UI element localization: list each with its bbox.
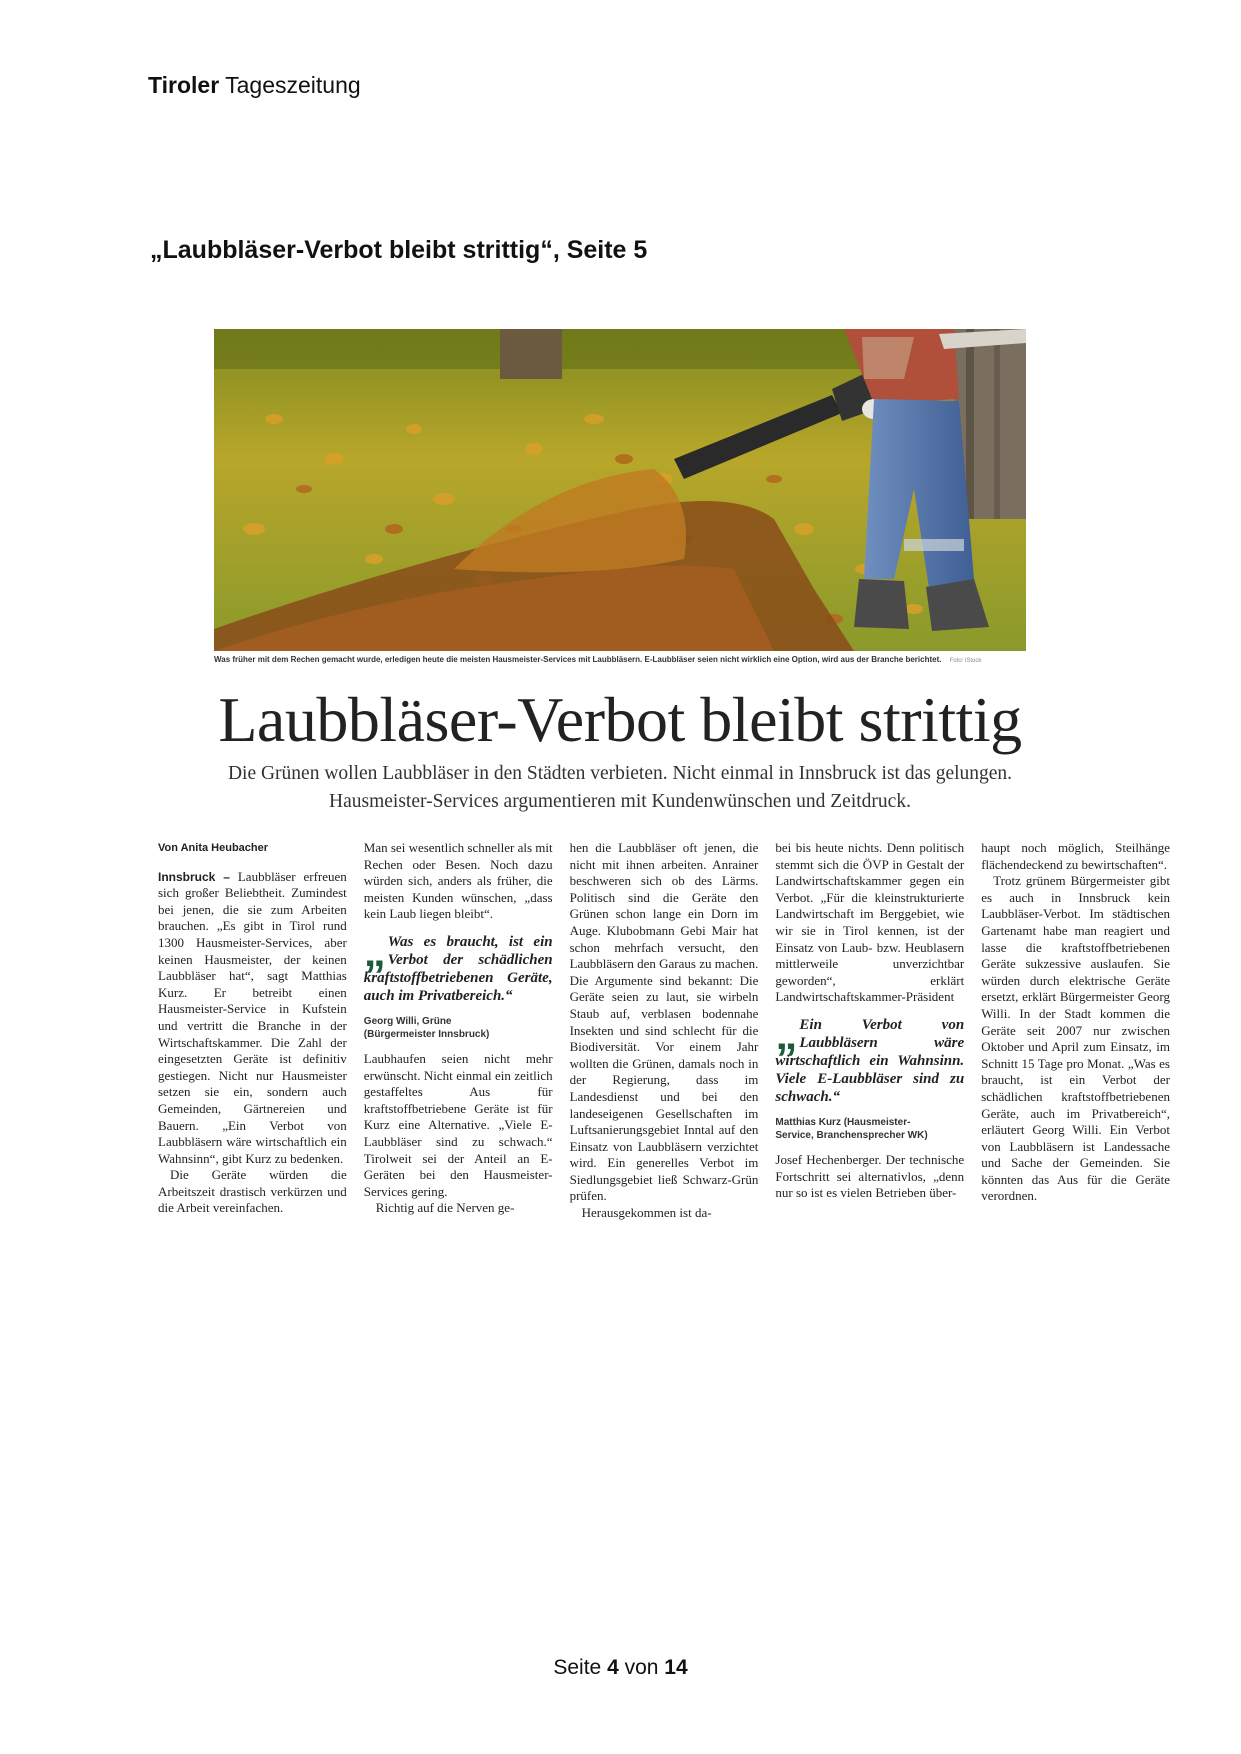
pull-quote-source-role: (Bürgermeister Innsbruck) [363, 1028, 490, 1040]
publication-name-bold: Tiroler [148, 72, 220, 98]
publication-name-regular: Tageszeitung [225, 72, 361, 98]
article-column-2 [364, 840, 553, 1280]
article-photo [214, 329, 1026, 651]
article-column-1 [158, 840, 347, 1280]
paragraph: Die Geräte würden die Arbeitszeit drastisch verkürzen und die Arbeit vereinfachen. [158, 1167, 347, 1216]
paragraph: Man sei wesentlich schneller als mit Rechen oder Besen. Noch dazu würden sich, anders als früher, die meisten Kunden wünschen, „dass kein Laub liegen bleibt“. [363, 840, 553, 922]
paragraph: Herausgekommen ist da- [581, 1205, 712, 1221]
paragraph: bei bis heute nichts. Denn politisch stemmt sich die ÖVP in Gestalt der Landwirtschaftskammer gegen ein Verbot. „Für die kleinstrukturierte Landwirtschaft im Berggebiet, wie wir sie in Tirol kennen, ist der Einsatz von Laub- bzw. Heublasern mittlerweile unverzichtbar geworden“, erklärt Landwirtschaftskammer-Präsident [775, 840, 965, 1005]
article-headline: Laubbläser-Verbot bleibt strittig [218, 684, 1022, 755]
article-column-5 [981, 840, 1170, 1280]
total-page-count: 14 [664, 1656, 688, 1679]
quote-mark-icon: „ [775, 1009, 794, 1059]
pull-quote-source-name: Georg Willi, Grüne [363, 1015, 452, 1027]
footer-prefix: Seite [553, 1656, 602, 1679]
pull-quote-text: Ein Verbot von Laubbläsern wäre wirtschaftlich ein Wahnsinn. Viele E-Laubbläser sind zu schwach.“ [775, 1016, 965, 1105]
page-footer [0, 1656, 1241, 1680]
article-column-4 [775, 840, 964, 1280]
byline: Von Anita Heubacher [158, 842, 269, 854]
footer-middle: von [624, 1656, 659, 1679]
photo-caption [214, 655, 1026, 664]
paragraph-text: Laubbläser erfreuen sich großer Beliebtheit. Zumindest bei jenen, die sie zum Arbeiten brauchen. „Es gibt in Tirol rund 1300 Hausmeister-Services, aber keinen Hausmeister, der keinen Laubbläser hat“, sagt Matthias Kurz. Er betreibt einen Hausmeister-Service in Kufstein und vertritt die Branche in der Wirtschaftskammer. Die Zahl der eingesetzten Geräte ist definitiv gestiegen. Nicht nur Hausmeister setzen sie ein, sondern auch Gemeinden, Gärtnereien und Bauern. „Ein Verbot von Laubbläsern wäre wirtschaftlich ein Wahnsinn“, gibt Kurz zu bedenken. [158, 868, 347, 1166]
article-body [158, 840, 1170, 1280]
pull-quote-kurz [775, 1009, 965, 1142]
pull-quote-source-role: Service, Branchensprecher WK) [775, 1129, 928, 1141]
paragraph: Trotz grünem Bürgermeister gibt es auch in Innsbruck kein Laubbläser-Verbot. Im städtischen Gartenamt habe man reagiert und lasse die kraftstoffbetriebenen Geräte sukzessive auslaufen. Sie würden durch elektrische Geräte ersetzt, erklärt Bürgermeister Georg Willi. In der Stadt kommen die Geräte seit 2007 nur zwischen Oktober und April zum Einsatz, im Schnitt 15 Tage pro Monat. „Was es braucht, ist ein Verbot der schädlichen kraftstoffbetriebenen Geräte, auch im Privatbereich“, erläutert Georg Willi. Ein Verbot von Laubbläsern ist Landessache und Sache der Gemeinden. Sie könnten das Aus für die Geräte verordnen. [981, 873, 1170, 1204]
article-standfirst: Die Grünen wollen Laubbläser in den Städten verbieten. Nicht einmal in Innsbruck ist das gelungen. Hausmeister-Services argumentieren mit Kundenwünschen und Zeitdruck. [227, 763, 1013, 812]
publication-header [148, 72, 361, 99]
clip-title: „Laubbläser-Verbot bleibt strittig“, Seite 5 [150, 236, 648, 264]
pull-quote-willi [363, 926, 553, 1041]
pull-quote-source [775, 1116, 964, 1142]
paragraph: Laubhaufen seien nicht mehr erwünscht. Nicht einmal ein zeitlich gestaffeltes Aus für kraftstoffbetriebene Geräte ist für Kurz eine Alternative. „Viele E-Laubbläser sind zu schwach.“ Tirolweit sei der Anteil an E-Geräten bei den Hausmeister-Services gering. [363, 1050, 553, 1199]
photo-credit: Foto: iStock [949, 658, 982, 664]
dateline: Innsbruck – [158, 869, 230, 884]
current-page-number: 4 [607, 1656, 619, 1679]
paragraph: haupt noch möglich, Steilhänge flächendeckend zu bewirtschaften“. [981, 840, 1170, 872]
paragraph [158, 869, 347, 1168]
leaf-blower-photo [214, 329, 1026, 651]
article-column-3 [570, 840, 759, 1280]
quote-mark-icon: „ [363, 926, 382, 976]
pull-quote-text: Was es braucht, ist ein Verbot der schädlichen kraftstoffbetriebenen Geräte, auch im Privatbereich.“ [363, 933, 553, 1004]
paragraph: hen die Laubbläser oft jenen, die nicht mit ihnen arbeiten. Anrainer beschweren sich ob des Lärms. Politisch sind die Geräte den Grünen schon lange ein Dorn im Auge. Klubobmann Gebi Mair hat schon mehrfach versucht, den Laubbläsern den Garaus zu machen. Die Argumente sind bekannt: Die Geräte seien zu laut, sie wirbeln Staub auf, verblasen bodennahe Insekten und sind schlecht für die Biodiversität. Vor einem Jahr wollten die Grünen, damals noch in der Regierung, dass im Landesdienst und bei den landeseigenen Gesellschaften im Luftsanierungsgebiet Inntal auf den Einsatz von Laubbläsern verzichtet wird. Ein generelles Verbot im Siedlungsgebiet ließ Schwarz-Grün prüfen. [569, 840, 759, 1204]
caption-text: Was früher mit dem Rechen gemacht wurde, erledigen heute die meisten Hausmeister-Services mit Laubbläsern. E-Laubbläser seien nicht wirklich eine Option, wird aus der Branche berichtet. [214, 655, 942, 664]
pull-quote-source-name: Matthias Kurz (Hausmeister- [775, 1116, 911, 1128]
pull-quote-source [364, 1015, 553, 1041]
paragraph: Richtig auf die Nerven ge- [375, 1200, 515, 1216]
paragraph: Josef Hechenberger. Der technische Fortschritt sei alternativlos, „denn nur so ist es vielen Betrieben über- [775, 1151, 965, 1201]
